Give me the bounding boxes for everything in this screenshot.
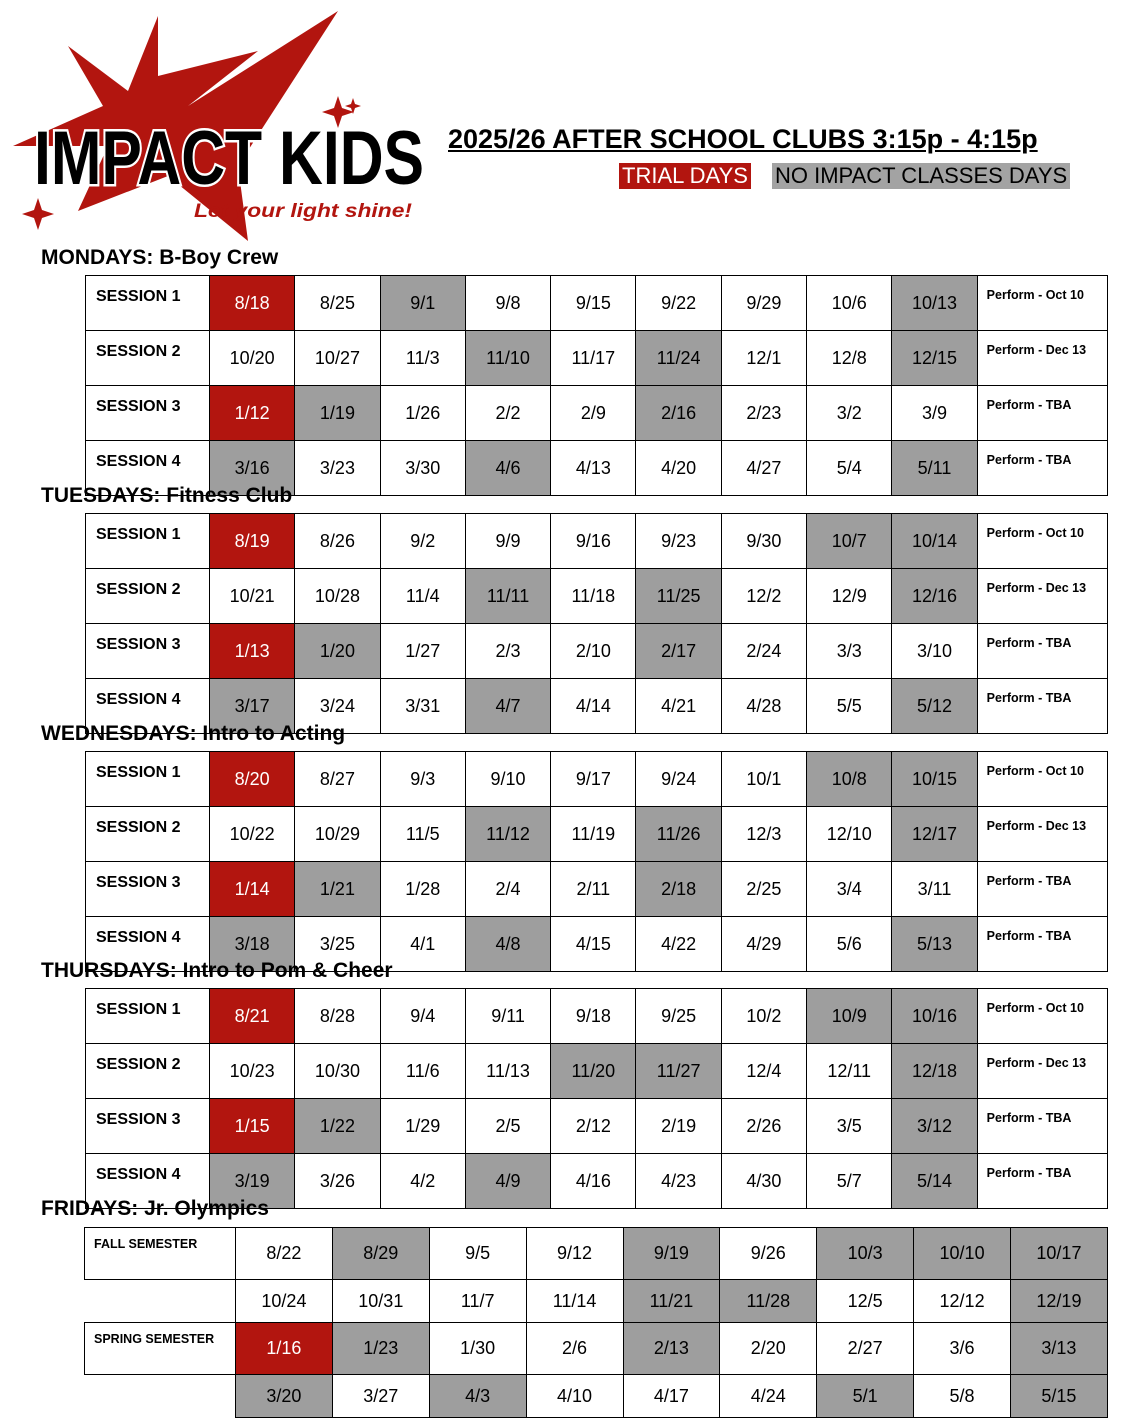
empty-cell <box>85 1280 236 1323</box>
date-cell: 5/7 <box>807 1154 892 1209</box>
date-cell: 4/17 <box>623 1375 720 1418</box>
day-title: THURSDAYS: Intro to Pom & Cheer <box>41 959 393 982</box>
date-cell: 11/4 <box>380 569 465 624</box>
table-row <box>86 331 1108 386</box>
session-label: SESSION 3 <box>86 862 210 917</box>
date-cell: 3/3 <box>807 624 892 679</box>
date-cell: 3/5 <box>807 1099 892 1154</box>
table-row <box>86 624 1108 679</box>
table-row <box>86 752 1108 807</box>
date-cell: 8/19 <box>210 514 295 569</box>
date-cell: 2/27 <box>817 1323 914 1375</box>
table-row <box>86 386 1108 441</box>
date-cell: 2/9 <box>551 386 636 441</box>
date-cell: 12/15 <box>892 331 977 386</box>
date-cell: 4/21 <box>636 679 721 734</box>
session-label: SESSION 4 <box>86 1154 210 1209</box>
session-label: SESSION 2 <box>86 807 210 862</box>
date-cell: 11/7 <box>429 1280 526 1323</box>
perform-note: Perform - TBA <box>977 441 1107 496</box>
date-cell: 3/12 <box>892 1099 977 1154</box>
date-cell: 10/20 <box>210 331 295 386</box>
date-cell: 1/28 <box>380 862 465 917</box>
date-cell: 11/3 <box>380 331 465 386</box>
table-row <box>86 514 1108 569</box>
table-row <box>85 1280 1108 1323</box>
date-cell: 3/30 <box>380 441 465 496</box>
date-cell: 8/20 <box>210 752 295 807</box>
date-cell: 10/31 <box>332 1280 429 1323</box>
date-cell: 4/1 <box>380 917 465 972</box>
date-cell: 4/13 <box>551 441 636 496</box>
date-cell: 8/25 <box>295 276 380 331</box>
date-cell: 9/4 <box>380 989 465 1044</box>
session-label: SESSION 3 <box>86 624 210 679</box>
date-cell: 10/16 <box>892 989 977 1044</box>
date-cell: 9/15 <box>551 276 636 331</box>
date-cell: 9/25 <box>636 989 721 1044</box>
table-row <box>86 276 1108 331</box>
date-cell: 12/12 <box>914 1280 1011 1323</box>
date-cell: 11/28 <box>720 1280 817 1323</box>
date-cell: 11/24 <box>636 331 721 386</box>
date-cell: 12/16 <box>892 569 977 624</box>
perform-note: Perform - Dec 13 <box>977 569 1107 624</box>
date-cell: 9/30 <box>721 514 806 569</box>
date-cell: 10/1 <box>721 752 806 807</box>
date-cell: 10/6 <box>807 276 892 331</box>
date-cell: 1/22 <box>295 1099 380 1154</box>
date-cell: 2/17 <box>636 624 721 679</box>
date-cell: 10/23 <box>210 1044 295 1099</box>
date-cell: 10/22 <box>210 807 295 862</box>
date-cell: 1/26 <box>380 386 465 441</box>
date-cell: 2/24 <box>721 624 806 679</box>
perform-note: Perform - TBA <box>977 679 1107 734</box>
date-cell: 10/9 <box>807 989 892 1044</box>
date-cell: 9/29 <box>721 276 806 331</box>
date-cell: 9/11 <box>465 989 550 1044</box>
table-row <box>85 1323 1108 1375</box>
session-label: SESSION 3 <box>86 386 210 441</box>
date-cell: 12/19 <box>1011 1280 1108 1323</box>
date-cell: 12/4 <box>721 1044 806 1099</box>
date-cell: 2/4 <box>465 862 550 917</box>
date-cell: 10/17 <box>1011 1228 1108 1280</box>
date-cell: 5/14 <box>892 1154 977 1209</box>
perform-note: Perform - Dec 13 <box>977 807 1107 862</box>
date-cell: 5/5 <box>807 679 892 734</box>
date-cell: 1/20 <box>295 624 380 679</box>
date-cell: 10/13 <box>892 276 977 331</box>
date-cell: 10/27 <box>295 331 380 386</box>
date-cell: 3/20 <box>236 1375 333 1418</box>
date-cell: 5/15 <box>1011 1375 1108 1418</box>
schedule-table <box>85 751 1108 972</box>
date-cell: 1/29 <box>380 1099 465 1154</box>
date-cell: 4/2 <box>380 1154 465 1209</box>
session-label: SESSION 2 <box>86 331 210 386</box>
date-cell: 9/9 <box>465 514 550 569</box>
date-cell: 11/20 <box>551 1044 636 1099</box>
legend-trial-days: TRIAL DAYS <box>619 163 751 189</box>
date-cell: 8/28 <box>295 989 380 1044</box>
perform-note: Perform - Oct 10 <box>977 514 1107 569</box>
date-cell: 2/26 <box>721 1099 806 1154</box>
session-label: SESSION 4 <box>86 679 210 734</box>
date-cell: 8/26 <box>295 514 380 569</box>
date-cell: 4/10 <box>526 1375 623 1418</box>
date-cell: 2/13 <box>623 1323 720 1375</box>
date-cell: 9/3 <box>380 752 465 807</box>
logo-brand-text: IMPACT KIDS <box>34 116 424 201</box>
date-cell: 2/5 <box>465 1099 550 1154</box>
date-cell: 9/23 <box>636 514 721 569</box>
date-cell: 9/17 <box>551 752 636 807</box>
table-row <box>85 1375 1108 1418</box>
date-cell: 9/22 <box>636 276 721 331</box>
date-cell: 5/6 <box>807 917 892 972</box>
date-cell: 4/7 <box>465 679 550 734</box>
date-cell: 10/21 <box>210 569 295 624</box>
date-cell: 4/29 <box>721 917 806 972</box>
session-label: SESSION 4 <box>86 441 210 496</box>
schedule-table <box>85 513 1108 734</box>
date-cell: 10/14 <box>892 514 977 569</box>
date-cell: 4/22 <box>636 917 721 972</box>
date-cell: 5/8 <box>914 1375 1011 1418</box>
date-cell: 2/20 <box>720 1323 817 1375</box>
date-cell: 11/12 <box>465 807 550 862</box>
date-cell: 10/29 <box>295 807 380 862</box>
date-cell: 11/26 <box>636 807 721 862</box>
perform-note: Perform - TBA <box>977 862 1107 917</box>
date-cell: 3/6 <box>914 1323 1011 1375</box>
date-cell: 9/18 <box>551 989 636 1044</box>
date-cell: 3/23 <box>295 441 380 496</box>
perform-note: Perform - TBA <box>977 917 1107 972</box>
impact-kids-logo <box>8 6 428 246</box>
table-row <box>86 862 1108 917</box>
perform-note: Perform - Oct 10 <box>977 752 1107 807</box>
page-title: 2025/26 AFTER SCHOOL CLUBS 3:15p - 4:15p <box>448 124 1038 154</box>
date-cell: 10/15 <box>892 752 977 807</box>
date-cell: 11/21 <box>623 1280 720 1323</box>
session-label: SESSION 1 <box>86 989 210 1044</box>
date-cell: 5/11 <box>892 441 977 496</box>
date-cell: 12/3 <box>721 807 806 862</box>
session-label: SESSION 2 <box>86 1044 210 1099</box>
date-cell: 12/9 <box>807 569 892 624</box>
session-label: SESSION 2 <box>86 569 210 624</box>
day-title: MONDAYS: B-Boy Crew <box>41 246 279 269</box>
table-row <box>86 989 1108 1044</box>
date-cell: 3/17 <box>210 679 295 734</box>
date-cell: 3/31 <box>380 679 465 734</box>
perform-note: Perform - Oct 10 <box>977 276 1107 331</box>
date-cell: 3/4 <box>807 862 892 917</box>
date-cell: 4/20 <box>636 441 721 496</box>
day-title: WEDNESDAYS: Intro to Acting <box>41 722 346 745</box>
table-row <box>85 1228 1108 1280</box>
date-cell: 10/2 <box>721 989 806 1044</box>
semester-label: SPRING SEMESTER <box>85 1323 236 1375</box>
date-cell: 11/18 <box>551 569 636 624</box>
date-cell: 10/7 <box>807 514 892 569</box>
sparkle-icon <box>22 198 54 230</box>
date-cell: 1/27 <box>380 624 465 679</box>
date-cell: 10/28 <box>295 569 380 624</box>
date-cell: 3/19 <box>210 1154 295 1209</box>
table-row <box>86 569 1108 624</box>
logo-tagline: Let your light shine! <box>194 201 412 222</box>
date-cell: 9/10 <box>465 752 550 807</box>
date-cell: 4/8 <box>465 917 550 972</box>
date-cell: 5/4 <box>807 441 892 496</box>
date-cell: 5/13 <box>892 917 977 972</box>
perform-note: Perform - TBA <box>977 1154 1107 1209</box>
date-cell: 4/30 <box>721 1154 806 1209</box>
date-cell: 4/16 <box>551 1154 636 1209</box>
date-cell: 10/3 <box>817 1228 914 1280</box>
date-cell: 3/16 <box>210 441 295 496</box>
date-cell: 11/25 <box>636 569 721 624</box>
date-cell: 9/1 <box>380 276 465 331</box>
date-cell: 3/27 <box>332 1375 429 1418</box>
semester-label: FALL SEMESTER <box>85 1228 236 1280</box>
date-cell: 9/8 <box>465 276 550 331</box>
date-cell: 2/19 <box>636 1099 721 1154</box>
date-cell: 9/5 <box>429 1228 526 1280</box>
perform-note: Perform - Dec 13 <box>977 1044 1107 1099</box>
schedule-table <box>85 275 1108 496</box>
date-cell: 12/8 <box>807 331 892 386</box>
date-cell: 3/13 <box>1011 1323 1108 1375</box>
date-cell: 4/9 <box>465 1154 550 1209</box>
date-cell: 9/16 <box>551 514 636 569</box>
date-cell: 9/2 <box>380 514 465 569</box>
date-cell: 3/9 <box>892 386 977 441</box>
date-cell: 11/13 <box>465 1044 550 1099</box>
date-cell: 10/10 <box>914 1228 1011 1280</box>
session-label: SESSION 1 <box>86 276 210 331</box>
date-cell: 1/12 <box>210 386 295 441</box>
date-cell: 11/19 <box>551 807 636 862</box>
session-label: SESSION 1 <box>86 514 210 569</box>
date-cell: 12/2 <box>721 569 806 624</box>
date-cell: 11/5 <box>380 807 465 862</box>
date-cell: 2/18 <box>636 862 721 917</box>
friday-schedule-table <box>84 1227 1108 1418</box>
perform-note: Perform - Dec 13 <box>977 331 1107 386</box>
date-cell: 4/23 <box>636 1154 721 1209</box>
date-cell: 1/16 <box>236 1323 333 1375</box>
date-cell: 4/27 <box>721 441 806 496</box>
date-cell: 2/11 <box>551 862 636 917</box>
date-cell: 10/8 <box>807 752 892 807</box>
date-cell: 1/30 <box>429 1323 526 1375</box>
perform-note: Perform - TBA <box>977 624 1107 679</box>
date-cell: 11/27 <box>636 1044 721 1099</box>
date-cell: 1/21 <box>295 862 380 917</box>
date-cell: 11/14 <box>526 1280 623 1323</box>
date-cell: 11/6 <box>380 1044 465 1099</box>
date-cell: 2/23 <box>721 386 806 441</box>
date-cell: 2/12 <box>551 1099 636 1154</box>
perform-note: Perform - TBA <box>977 386 1107 441</box>
date-cell: 9/24 <box>636 752 721 807</box>
date-cell: 4/15 <box>551 917 636 972</box>
date-cell: 8/29 <box>332 1228 429 1280</box>
date-cell: 5/12 <box>892 679 977 734</box>
schedule-table <box>85 988 1108 1209</box>
date-cell: 5/1 <box>817 1375 914 1418</box>
date-cell: 4/14 <box>551 679 636 734</box>
date-cell: 3/18 <box>210 917 295 972</box>
date-cell: 2/3 <box>465 624 550 679</box>
date-cell: 10/24 <box>236 1280 333 1323</box>
date-cell: 3/26 <box>295 1154 380 1209</box>
perform-note: Perform - TBA <box>977 1099 1107 1154</box>
date-cell: 1/19 <box>295 386 380 441</box>
date-cell: 4/3 <box>429 1375 526 1418</box>
date-cell: 3/24 <box>295 679 380 734</box>
date-cell: 4/28 <box>721 679 806 734</box>
date-cell: 3/11 <box>892 862 977 917</box>
day-title: TUESDAYS: Fitness Club <box>41 484 293 507</box>
date-cell: 1/23 <box>332 1323 429 1375</box>
date-cell: 2/16 <box>636 386 721 441</box>
date-cell: 8/18 <box>210 276 295 331</box>
date-cell: 2/6 <box>526 1323 623 1375</box>
date-cell: 12/11 <box>807 1044 892 1099</box>
date-cell: 12/5 <box>817 1280 914 1323</box>
legend-no-class-days: NO IMPACT CLASSES DAYS <box>772 163 1070 189</box>
date-cell: 2/2 <box>465 386 550 441</box>
empty-cell <box>85 1375 236 1418</box>
date-cell: 3/2 <box>807 386 892 441</box>
date-cell: 10/30 <box>295 1044 380 1099</box>
date-cell: 2/25 <box>721 862 806 917</box>
session-label: SESSION 4 <box>86 917 210 972</box>
date-cell: 1/15 <box>210 1099 295 1154</box>
date-cell: 1/13 <box>210 624 295 679</box>
session-label: SESSION 3 <box>86 1099 210 1154</box>
date-cell: 12/17 <box>892 807 977 862</box>
table-row <box>86 1044 1108 1099</box>
date-cell: 11/17 <box>551 331 636 386</box>
date-cell: 9/26 <box>720 1228 817 1280</box>
date-cell: 1/14 <box>210 862 295 917</box>
table-row <box>86 807 1108 862</box>
date-cell: 3/25 <box>295 917 380 972</box>
date-cell: 3/10 <box>892 624 977 679</box>
date-cell: 12/18 <box>892 1044 977 1099</box>
date-cell: 11/11 <box>465 569 550 624</box>
date-cell: 8/21 <box>210 989 295 1044</box>
date-cell: 2/10 <box>551 624 636 679</box>
date-cell: 4/6 <box>465 441 550 496</box>
date-cell: 12/10 <box>807 807 892 862</box>
date-cell: 11/10 <box>465 331 550 386</box>
date-cell: 8/27 <box>295 752 380 807</box>
date-cell: 9/12 <box>526 1228 623 1280</box>
perform-note: Perform - Oct 10 <box>977 989 1107 1044</box>
session-label: SESSION 1 <box>86 752 210 807</box>
date-cell: 4/24 <box>720 1375 817 1418</box>
date-cell: 8/22 <box>236 1228 333 1280</box>
friday-title: FRIDAYS: Jr. Olympics <box>41 1197 269 1220</box>
date-cell: 12/1 <box>721 331 806 386</box>
table-row <box>86 1099 1108 1154</box>
date-cell: 9/19 <box>623 1228 720 1280</box>
